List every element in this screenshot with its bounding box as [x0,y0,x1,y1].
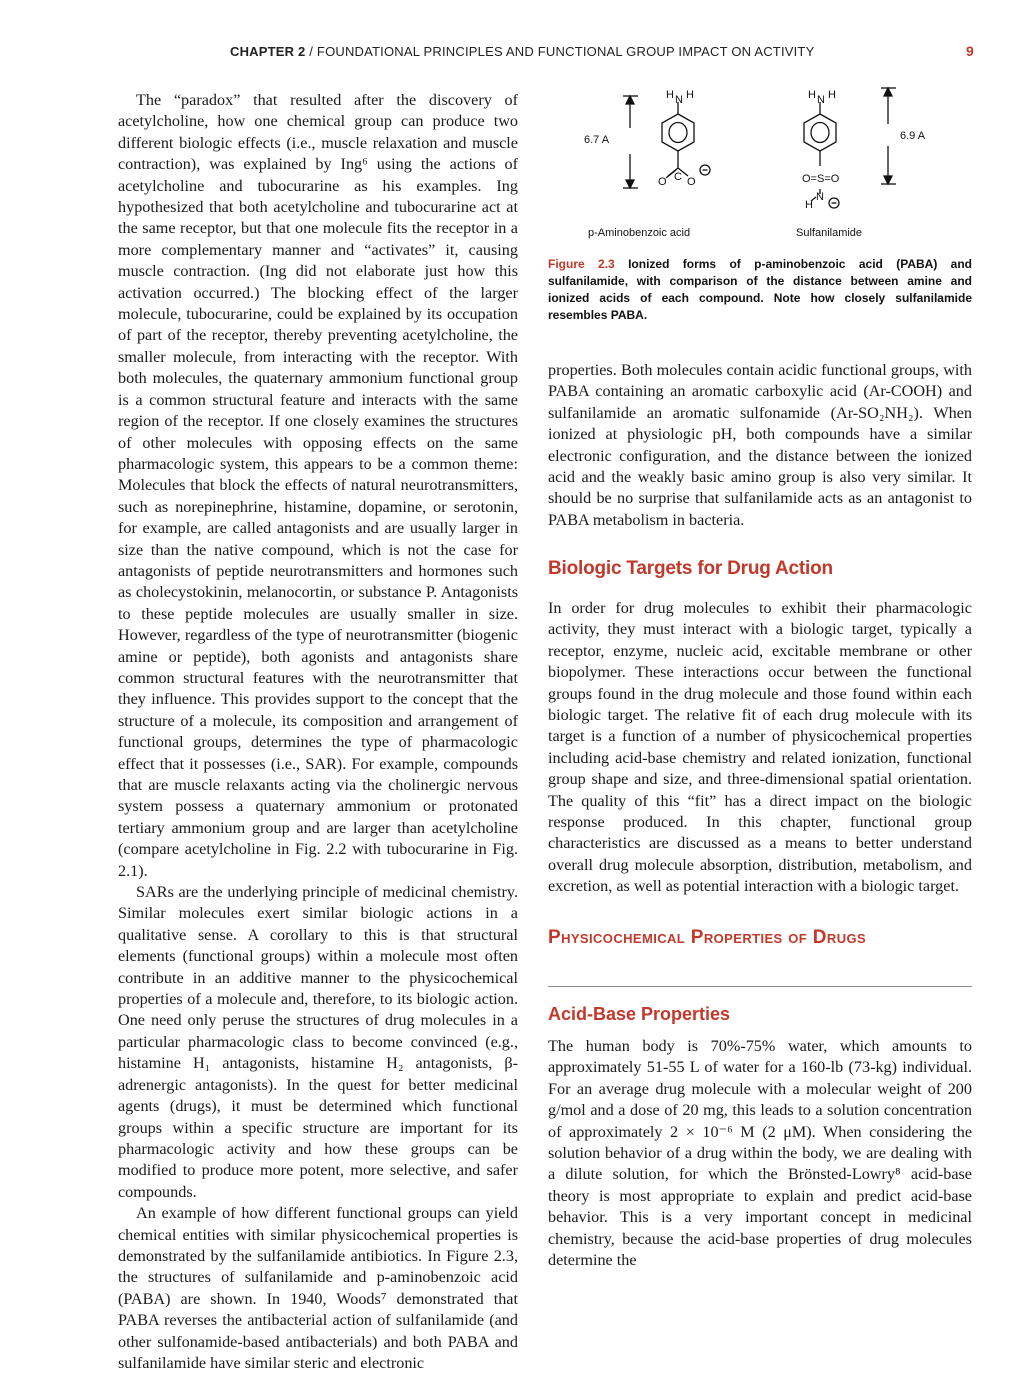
svg-text:O: O [658,176,667,188]
heading-biologic-targets: Biologic Targets for Drug Action [548,558,833,579]
heading-acid-base: Acid-Base Properties [548,1004,731,1024]
caption-label: Figure 2.3 [548,257,615,271]
right-column-middle [548,598,972,898]
figure-2-3 [548,84,978,254]
figure-caption [548,256,972,324]
header-separator: / [305,44,317,59]
page-number: 9 [966,43,974,59]
chapter-title: FOUNDATIONAL PRINCIPLES AND FUNCTIONAL GROUP IMPACT ON ACTIVITY [316,44,815,59]
svg-text:H: H [805,199,813,211]
distance-label-left: 6.7 A [584,134,610,146]
svg-text:H: H [828,89,836,101]
paragraph-sars: SARs are the underlying principle of medicinal chemistry. Similar molecules exert similar biologic actions in a qualitative sense. A corollary to this is that structural elements (functional groups) within a molecule most often contribute in an additive manner to the physicochemical properties of a molecule and, therefore, to its biologic action. One need only peruse the structures of drug molecules in a particular pharmacologic class to become convinced (e.g., histamine H₁ antagonists, histamine H₂ antagonists, β-adrenergic antagonists). In the quest for better medicinal agents (drugs), it must be determined which functional groups within a specific structure are important for its pharmacologic activity and how these groups can be modified to produce more potent, more selective, and safer compounds. [118,883,518,1201]
svg-text:O: O [687,176,696,188]
section-divider [548,986,972,987]
svg-text:N: N [816,191,824,203]
right-column-bottom [548,1036,972,1271]
svg-text:N: N [675,94,683,106]
svg-text:H: H [808,89,816,101]
structures-diagram [548,84,978,254]
paragraph-paradox: The “paradox” that resulted after the discovery of acetylcholine, how one chemical group can produce two different biologic effects (i.e., muscle relaxation and muscle contraction), was explained by Ing⁶ using the actions of acetylcholine and tubocurarine as his examples. Ing hypothesized that both acetylcholine and tubocurarine act at the same receptor, but that one molecule fits the receptor in a more complementary manner and “activates” it, causing muscle contraction. (Ing did not elaborate just how this activation occurred.) The blocking effect of the larger molecule, tubocurarine, could be explained by its occupation of part of the receptor, thereby preventing acetylcholine, the smaller molecule, from interacting with the receptor. With both molecules, the quaternary ammonium functional group is a common structural feature and interacts with the same region of the receptor. If one closely examines the structures of other molecules with opposing effects on the same pharmacologic system, this appears to be a common theme: Molecules that block the effects of natural neurotransmitters, such as norepinephrine, histamine, dopamine, or serotonin, for example, are called antagonists and are usually larger in size than the native compound, which is not the case for antagonists of peptide neurotransmitters and hormones such as cholecystokinin, melanocortin, or substance P. Antagonists to these peptide molecules are usually smaller in size. However, regardless of the type of neurotransmitter (biogenic amine or peptide), both agonists and antagonists share common structural features with the neurotransmitter that they influence. This provides support to the concept that the structure of a molecule, its composition and arrangement of functional groups, determines the type of pharmacologic effect that it possesses (i.e., SAR). For example, compounds that are muscle relaxants acting via the cholinergic nervous system possess a quaternary ammonium or protonated tertiary ammonium group and are larger than acetylcholine (compare acetylcholine in Fig. 2.2 with tubocurarine in Fig. 2.1). [118,91,518,880]
caption-text: Ionized forms of p-aminobenzoic acid (PABA) and sulfanilamide, with comparison of the distance between amine and ionized acids of each compound. Note how closely sulfanilamide resembles PABA. [548,257,973,322]
svg-text:C: C [674,171,682,183]
svg-text:H: H [666,89,674,101]
paragraph-targets: In order for drug molecules to exhibit their pharmacologic activity, they must interact with a biologic target, typically a receptor, enzyme, nucleic acid, excitable membrane or other biopolymer. These interactions occur between the functional groups found in the drug molecule and those found within each biologic target. The relative fit of each drug molecule with its target is a function of a number of physicochemical properties including acid-base chemistry and related ionization, functional group shape and size, and three-dimensional spatial orientation. The quality of this “fit” has a direct impact on the biologic response produced. In this chapter, functional group characteristics are discussed as a means to better understand overall drug molecule absorption, distribution, metabolism, and excretion, as well as potential interaction with a biologic target. [548,599,972,896]
right-column-top [548,360,972,531]
svg-text:N: N [817,94,825,106]
paba-name: p-Aminobenzoic acid [588,227,691,239]
sulfanilamide-name: Sulfanilamide [796,227,863,239]
heading-physicochemical: Physicochemical Properties of Drugs [548,927,867,948]
paragraph-example: An example of how different functional groups can yield chemical entities with similar physicochemical properties is demonstrated by the sulfanilamide antibiotics. In Figure 2.3, the structures of sulfanilamide and p-aminobenzoic acid (PABA) are shown. In 1940, Woods⁷ demonstrated that PABA reverses the antibacterial action of sulfanilamide (and other sulfonamide-based antibacterials) and both PABA and sulfanilamide have similar steric and electronic [118,1204,518,1372]
paragraph-properties: properties. Both molecules contain acidic functional groups, with PABA containing an aromatic carboxylic acid (Ar-COOH) and sulfanilamide an aromatic sulfonamide (Ar-SO₂NH₂). When ionized at physiologic pH, both compounds have a similar electronic configuration, and the distance between the ionized acid and the weakly basic amino group is also very similar. It should be no surprise that sulfanilamide acts as an antagonist to PABA metabolism in bacteria. [548,361,972,529]
running-header [230,44,986,64]
paragraph-acid-base: The human body is 70%-75% water, which amounts to approximately 51-55 L of water for a 160-lb (73-kg) individual. For an average drug molecule with a molecular weight of 200 g/mol and a dose of 20 mg, this leads to a solution concentration of approximately 2 × 10⁻⁶ M (2 μM). When considering the solution behavior of a drug within the body, we are dealing with a dilute solution, for which the Brönsted-Lowry⁸ acid-base theory is most appropriate to explain and predict acid-base behavior. This is a very important concept in medicinal chemistry, because the acid-base properties of drug molecules determine the [548,1037,972,1270]
distance-label-right: 6.9 A [900,130,926,142]
chapter-label: CHAPTER 2 [230,44,306,59]
svg-text:H: H [686,89,694,101]
svg-text:O=S=O: O=S=O [802,173,840,185]
left-column [118,90,518,1374]
